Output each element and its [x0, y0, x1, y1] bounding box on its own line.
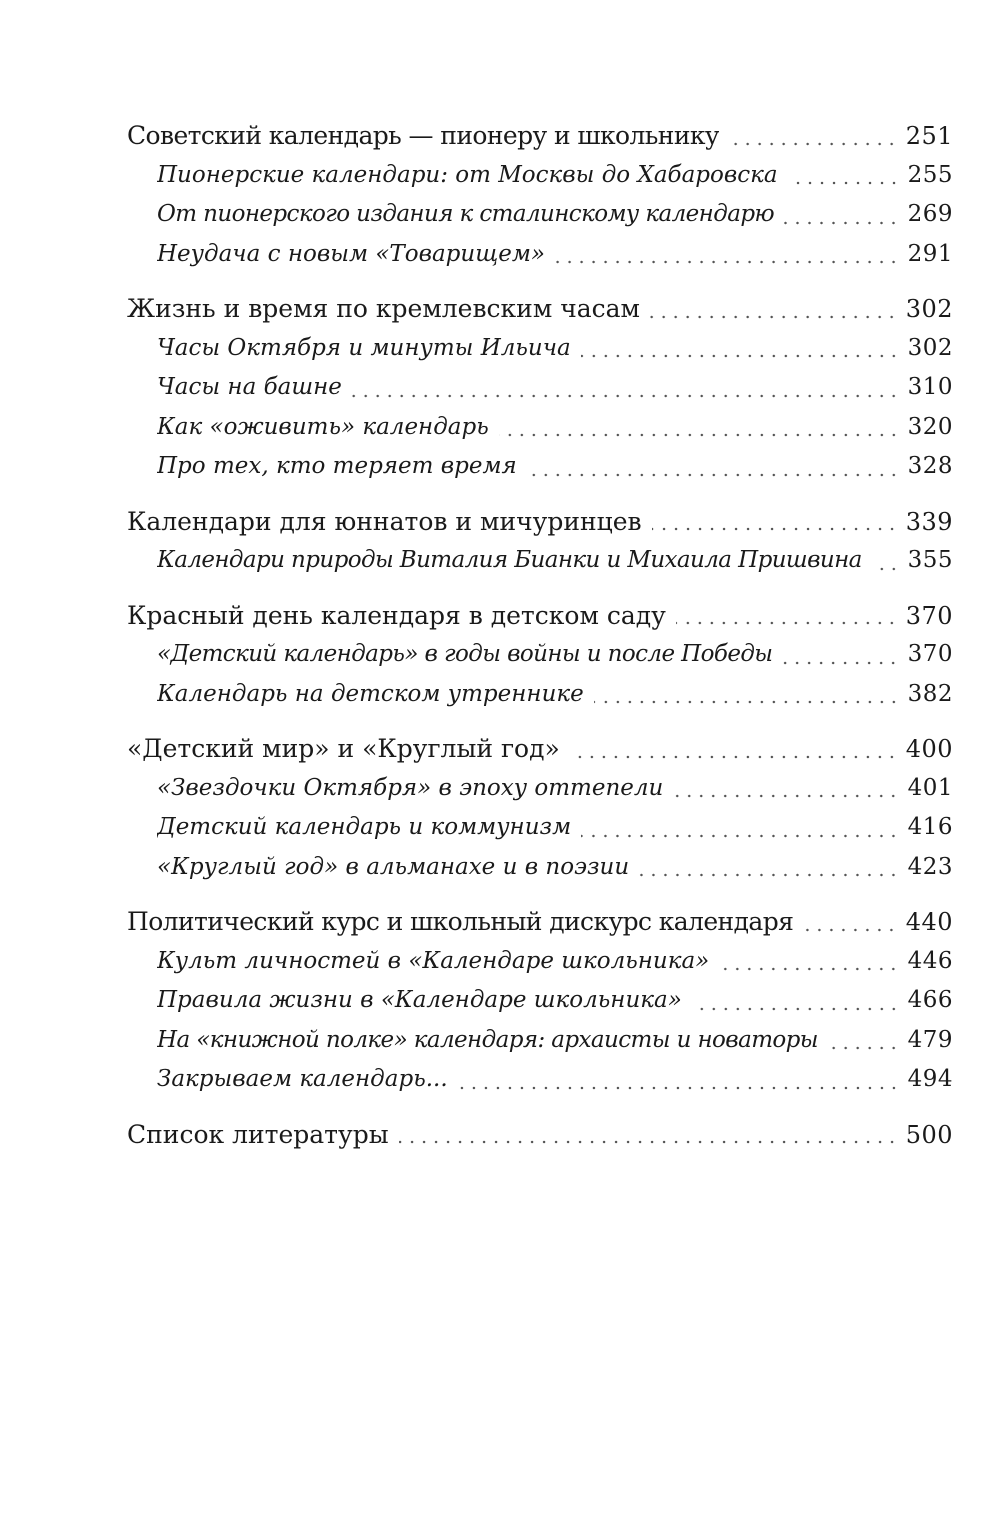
- toc-page-number: 370: [907, 641, 953, 667]
- dot-leader: [639, 873, 899, 877]
- toc-page-number: 401: [907, 774, 953, 801]
- toc-chapter-entry[interactable]: [127, 116, 953, 156]
- toc-chapter-entry[interactable]: [127, 289, 953, 329]
- toc-subsection-title: Пионерские календари: от Москвы до Хабаровска: [157, 161, 778, 188]
- toc-subsection-title: Про тех, кто теряет время: [157, 453, 517, 479]
- toc-subsection-title: Календари природы Виталия Бианки и Михаила Пришвина: [157, 547, 862, 573]
- dot-leader: [555, 260, 900, 264]
- toc-page-number: 302: [907, 334, 953, 361]
- toc-subsection-entry[interactable]: [127, 942, 953, 982]
- dot-leader: [527, 473, 900, 477]
- toc-page-number: 255: [907, 161, 953, 188]
- toc-page-number: 400: [905, 735, 953, 763]
- dot-leader: [650, 315, 898, 319]
- toc-page-number: 320: [907, 413, 953, 440]
- toc-page-number: 382: [907, 680, 953, 707]
- toc-chapter-title: Список литературы: [127, 1119, 389, 1149]
- toc-page-number: 328: [907, 453, 953, 479]
- toc-section: [127, 502, 953, 581]
- toc-chapter-entry[interactable]: [127, 729, 953, 769]
- toc-page-number: 479: [907, 1026, 953, 1053]
- toc-subsection-entry[interactable]: [127, 156, 953, 196]
- toc-page-number: 416: [907, 814, 953, 840]
- dot-leader: [570, 755, 898, 759]
- toc-page-number: 310: [907, 374, 953, 400]
- toc-subsection-title: Часы Октября и минуты Ильича: [157, 334, 571, 361]
- dot-leader: [652, 527, 898, 531]
- toc-chapter-title: Советский календарь — пионеру и школьнику: [127, 121, 720, 150]
- dot-leader: [594, 700, 900, 704]
- toc-subsection-entry[interactable]: [127, 769, 953, 809]
- toc-subsection-title: Календарь на детском утреннике: [157, 680, 584, 707]
- toc-subsection-entry[interactable]: [127, 408, 953, 448]
- toc-chapter-title: Политический курс и школьный дискурс календаря: [127, 907, 794, 936]
- toc-subsection-title: Культ личностей в «Календаре школьника»: [157, 947, 710, 974]
- toc-subsection-title: Часы на башне: [157, 374, 342, 400]
- dot-leader: [872, 567, 900, 571]
- toc-subsection-title: «Круглый год» в альманахе и в поэзии: [157, 853, 630, 880]
- toc-page-number: 251: [905, 122, 953, 150]
- dot-leader: [828, 1046, 900, 1050]
- toc-chapter-title: «Детский мир» и «Круглый год»: [127, 734, 560, 763]
- toc-subsection-title: На «книжной полке» календаря: архаисты и новаторы: [157, 1026, 818, 1053]
- dot-leader: [673, 794, 899, 798]
- toc-page-number: 500: [905, 1120, 953, 1149]
- dot-leader: [499, 433, 900, 437]
- dot-leader: [581, 354, 900, 358]
- toc-chapter-entry[interactable]: [127, 902, 953, 942]
- toc-subsection-entry[interactable]: [127, 635, 953, 675]
- dot-leader: [729, 142, 898, 146]
- toc-section: [127, 729, 953, 887]
- toc-chapter-title: Календари для юннатов и мичуринцев: [127, 506, 642, 536]
- toc-subsection-title: Неудача с новым «Товарищем»: [157, 240, 545, 267]
- dot-leader: [784, 221, 900, 225]
- toc-page-number: 355: [907, 547, 953, 573]
- dot-leader: [458, 1086, 900, 1090]
- dot-leader: [803, 928, 897, 932]
- toc-subsection-entry[interactable]: [127, 1060, 953, 1100]
- toc-subsection-title: Детский календарь и коммунизм: [157, 814, 572, 840]
- toc-chapter-title: Жизнь и время по кремлевским часам: [127, 294, 641, 323]
- toc-page-number: 466: [907, 987, 953, 1013]
- dot-leader: [676, 621, 898, 625]
- toc-section: [127, 116, 953, 274]
- dot-leader: [719, 967, 899, 971]
- toc-page-number: 423: [907, 853, 953, 880]
- dot-leader: [352, 394, 900, 398]
- toc-subsection-title: Правила жизни в «Календаре школьника»: [157, 987, 682, 1013]
- toc-page-number: 370: [905, 601, 953, 630]
- toc-subsection-entry[interactable]: [127, 368, 953, 408]
- dot-leader: [399, 1140, 898, 1144]
- toc-subsection-entry[interactable]: [127, 329, 953, 369]
- toc-subsection-entry[interactable]: [127, 1021, 953, 1061]
- toc-section: [127, 596, 953, 715]
- toc-subsection-entry[interactable]: [127, 195, 953, 235]
- toc-chapter-title: Красный день календаря в детском саду: [127, 600, 666, 630]
- dot-leader: [692, 1007, 900, 1011]
- dot-leader: [782, 661, 899, 665]
- toc-page-number: 339: [905, 507, 953, 536]
- toc-page-number: 269: [907, 201, 953, 227]
- toc-subsection-entry[interactable]: [127, 675, 953, 715]
- toc-page-number: 440: [905, 908, 953, 936]
- dot-leader: [581, 834, 899, 838]
- toc-subsection-entry[interactable]: [127, 235, 953, 275]
- toc-subsection-entry[interactable]: [127, 447, 953, 487]
- dot-leader: [788, 181, 900, 185]
- toc-page-number: 291: [907, 240, 953, 267]
- toc-subsection-entry[interactable]: [127, 848, 953, 888]
- toc-page-number: 494: [907, 1066, 953, 1092]
- toc-section: [127, 289, 953, 487]
- toc-chapter-entry[interactable]: [127, 596, 953, 636]
- toc-page-number: 302: [905, 295, 953, 323]
- toc-subsection-title: «Звездочки Октября» в эпоху оттепели: [157, 774, 664, 801]
- toc-page-number: 446: [907, 947, 953, 974]
- toc-subsection-entry[interactable]: [127, 541, 953, 581]
- toc-section: [127, 902, 953, 1100]
- toc-chapter-entry[interactable]: [127, 502, 953, 542]
- toc-subsection-title: От пионерского издания к сталинскому календарю: [157, 201, 775, 227]
- toc-section: [127, 1115, 953, 1155]
- toc-subsection-title: Закрываем календарь...: [157, 1066, 448, 1092]
- toc-chapter-entry[interactable]: [127, 1115, 953, 1155]
- toc-subsection-title: «Детский календарь» в годы войны и после Победы: [157, 641, 773, 667]
- toc-subsection-entry[interactable]: [127, 808, 953, 848]
- toc-subsection-title: Как «оживить» календарь: [157, 413, 489, 440]
- toc-subsection-entry[interactable]: [127, 981, 953, 1021]
- table-of-contents: [127, 116, 953, 1169]
